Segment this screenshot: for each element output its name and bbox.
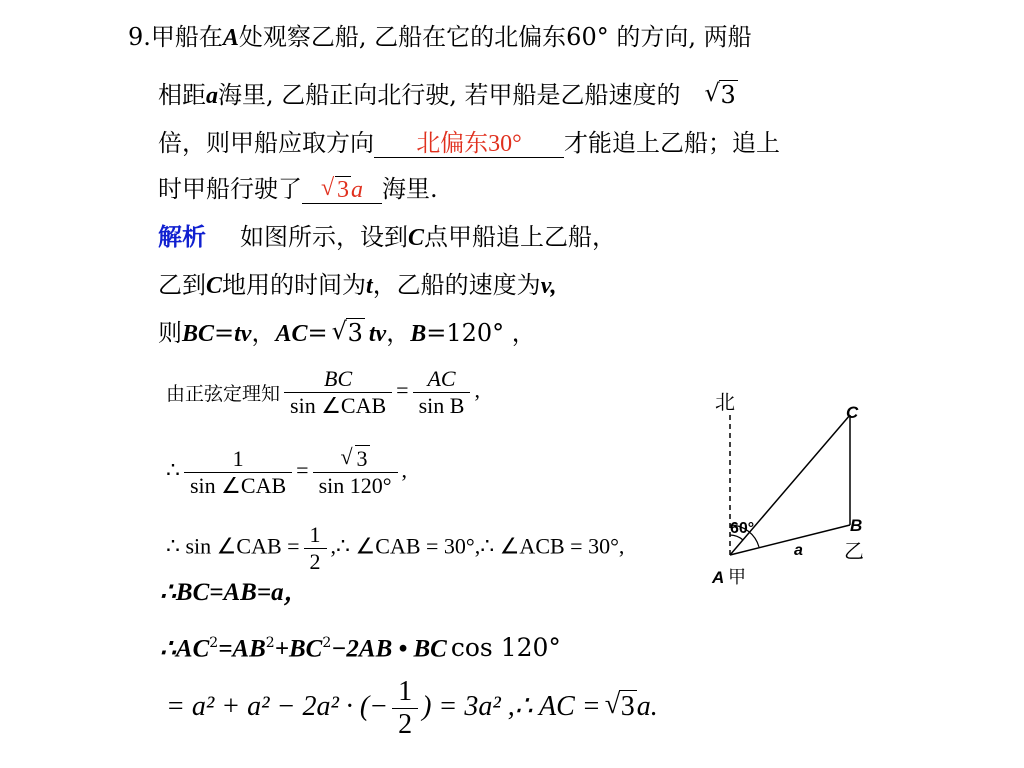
- solution-line-2: 乙到C地用的时间为t，乙船的速度为v,: [158, 271, 557, 299]
- final-equation: = a² + a² − 2a² · (− $\frac{1}{2}$ ) = 3a² ,∴ AC =√ 3a.: [166, 676, 658, 741]
- answer-blank-distance: √ 3a: [302, 176, 382, 204]
- sqrt-3: √ 3: [705, 80, 738, 110]
- label-a: A: [712, 568, 725, 587]
- angle-equation: ∴ sin ∠CAB = $\frac{1}{2}$ ,∴ ∠CAB = 30°,∴ ∠ACB = 30°,: [166, 522, 625, 574]
- label-c: C: [846, 403, 859, 422]
- problem-line-1: 9.甲船在A处观察乙船, 乙船在它的北偏东60° 的方向, 两船: [128, 23, 752, 51]
- solution-line-3: 则BC=tv，AC=√ 3 tv，B=120° ，: [158, 318, 536, 349]
- label-jia: 甲: [728, 567, 746, 587]
- problem-line-4: 时甲船行驶了√ 3a 海里.: [158, 174, 438, 204]
- label-side-a: a: [794, 542, 803, 559]
- ratio-equation: ∴ $\frac{1}{\text{sin ∠CAB}}$ = √ $\frac{3}{\sin 120^\circ}$ ,: [166, 446, 407, 499]
- problem-line-3: 倍，则甲船应取方向 北偏东30° 才能追上乙船；追上: [158, 129, 780, 157]
- solution-line-1: 解析 如图所示，设到C点甲船追上乙船，: [158, 222, 617, 251]
- answer-blank-direction: 北偏东30°: [374, 130, 564, 158]
- solution-label: 解析: [158, 222, 206, 251]
- bc-equals-line: ∴BC=AB=a，: [160, 579, 309, 606]
- label-yi: 乙: [844, 541, 864, 563]
- north-label: 北: [715, 392, 735, 414]
- problem-line-2: 相距a海里, 乙船正向北行驶, 若甲船是乙船速度的√ 3: [158, 80, 738, 111]
- sine-law-equation: 由正弦定理知 $\frac{BC}{\text{sin ∠CAB}}$ = $\frac{AC}{\text{sin B}}$ ,: [166, 366, 480, 418]
- label-b: B: [850, 516, 863, 535]
- geometry-figure: [700, 385, 880, 605]
- angle-label: 60°: [730, 520, 755, 537]
- law-of-cosines-line: $\therefore AC^2=AB^2+BC^2-2AB$ • BC cos 120°: [160, 633, 561, 663]
- problem-number: 9.: [128, 23, 151, 51]
